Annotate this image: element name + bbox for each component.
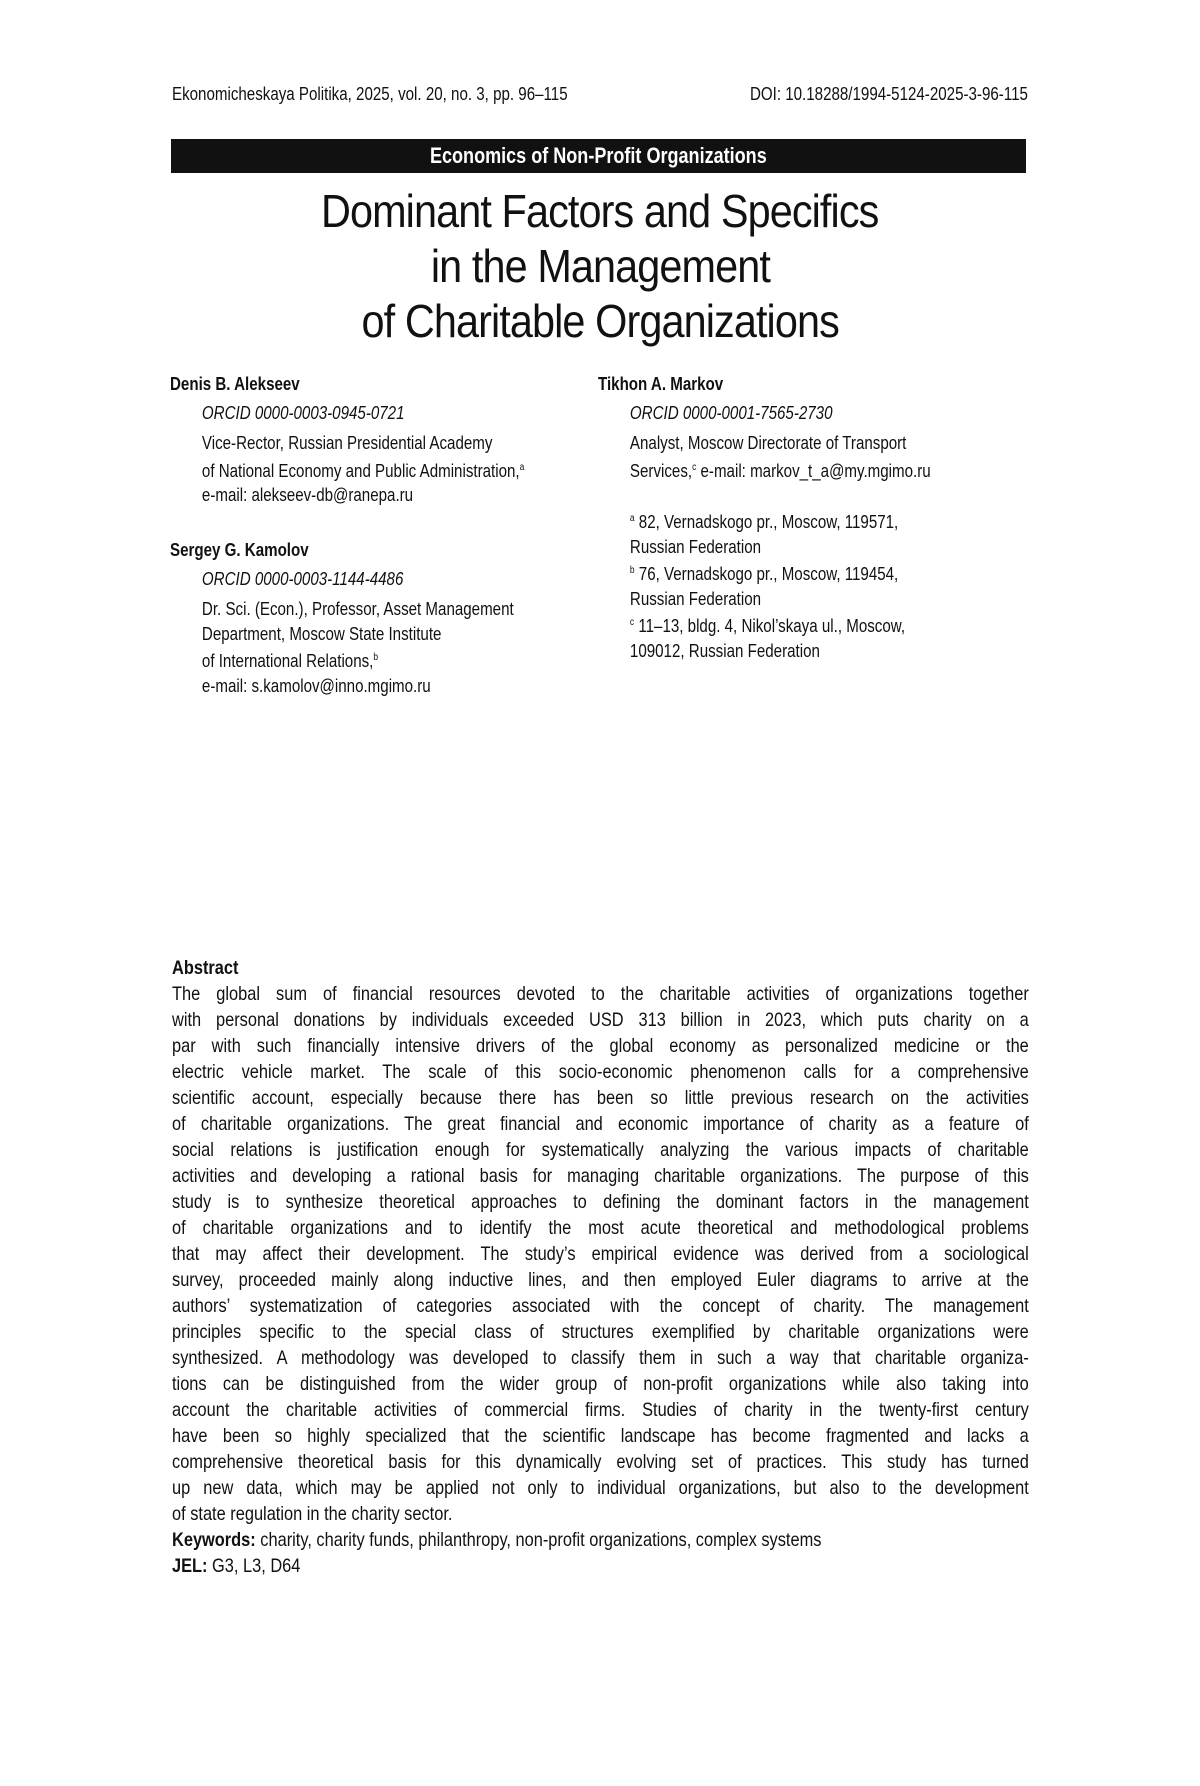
doi: DOI: 10.18288/1994-5124-2025-3-96-115 xyxy=(750,84,1028,105)
author-name: Denis B. Alekseev xyxy=(170,374,524,395)
abstract-line: principles specific to the special class of structures exemplified by charitable organizations were xyxy=(172,1319,1029,1345)
journal-citation: Ekonomicheskaya Politika, 2025, vol. 20, no. 3, pp. 96–115 xyxy=(172,84,568,105)
abstract-line: account the charitable activities of commercial firms. Studies of charity in the twenty-first century xyxy=(172,1397,1029,1423)
author-affiliation: Vice-Rector, Russian Presidential Academy of National Economy and Public Administration,a e-mail: alekseev-db@ranepa.ru xyxy=(202,431,524,508)
section-title: Economics of Non-Profit Organizations xyxy=(430,143,767,169)
abstract-line: up new data, which may be applied not only to individual organizations, but also to the development xyxy=(172,1475,1029,1501)
abstract-line: activities and developing a rational basis for managing charitable organizations. The purpose of this xyxy=(172,1163,1029,1189)
author-block xyxy=(170,540,514,698)
article-title-line: Dominant Factors and Specifics xyxy=(0,184,1200,238)
affiliation-addresses: a 82, Vernadskogo pr., Moscow, 119571, Russian Federation b 76, Vernadskogo pr., Moscow, 119454, Russian Federation c 11–13, bldg. 4, Nikol’skaya ul., Moscow, 109012, Russian Federation xyxy=(630,507,931,663)
abstract-line: The global sum of financial resources devoted to the charitable activities of organizations together xyxy=(172,981,1029,1007)
abstract-heading: Abstract xyxy=(172,955,1029,981)
abstract-line: tions can be distinguished from the wider group of non-profit organizations while also taking into xyxy=(172,1371,1029,1397)
jel-codes: JEL: G3, L3, D64 xyxy=(172,1553,1029,1579)
author-name: Sergey G. Kamolov xyxy=(170,540,514,561)
keywords: Keywords: charity, charity funds, philanthropy, non-profit organizations, complex systems xyxy=(172,1527,1029,1553)
author-orcid: ORCID 0000-0001-7565-2730 xyxy=(630,403,931,424)
abstract-line: of charitable organizations. The great financial and economic importance of charity as a feature of xyxy=(172,1111,1029,1137)
abstract-line: that may affect their development. The study’s empirical evidence was derived from a sociological xyxy=(172,1241,1029,1267)
abstract-line: study is to synthesize theoretical approaches to defining the dominant factors in the management xyxy=(172,1189,1029,1215)
abstract-body xyxy=(172,981,1029,1527)
abstract-line: par with such financially intensive drivers of the global economy as personalized medicine or the xyxy=(172,1033,1029,1059)
abstract-line: survey, proceeded mainly along inductive lines, and then employed Euler diagrams to arrive at the xyxy=(172,1267,1029,1293)
abstract-line: comprehensive theoretical basis for this dynamically evolving set of practices. This study has turned xyxy=(172,1449,1029,1475)
author-affiliation: Analyst, Moscow Directorate of Transport Services,c e-mail: markov_t_a@my.mgimo.ru xyxy=(630,431,931,483)
abstract-line: electric vehicle market. The scale of this socio-economic phenomenon calls for a comprehensive xyxy=(172,1059,1029,1085)
author-block xyxy=(598,374,931,663)
author-orcid: ORCID 0000-0003-1144-4486 xyxy=(202,569,514,590)
abstract-line: of state regulation in the charity sector. xyxy=(172,1501,1029,1527)
article-title-line: in the Management xyxy=(0,239,1200,293)
section-banner xyxy=(171,139,1026,173)
author-affiliation: Dr. Sci. (Econ.), Professor, Asset Management Department, Moscow State Institute of International Relations,b e-mail: s.kamolov@inno.mgimo.ru xyxy=(202,597,514,698)
article-title-line: of Charitable Organizations xyxy=(0,294,1200,348)
abstract-line: social relations is justification enough for systematically analyzing the various impacts of charitable xyxy=(172,1137,1029,1163)
abstract-line: with personal donations by individuals exceeded USD 313 billion in 2023, which puts charity on a xyxy=(172,1007,1029,1033)
abstract-line: of charitable organizations and to identify the most acute theoretical and methodological problems xyxy=(172,1215,1029,1241)
abstract-line: scientific account, especially because there has been so little previous research on the activities xyxy=(172,1085,1029,1111)
author-block xyxy=(170,374,524,508)
author-orcid: ORCID 0000-0003-0945-0721 xyxy=(202,403,524,424)
abstract-line: have been so highly specialized that the scientific landscape has become fragmented and lacks a xyxy=(172,1423,1029,1449)
abstract-line: authors’ systematization of categories associated with the concept of charity. The management xyxy=(172,1293,1029,1319)
abstract xyxy=(172,955,1029,1579)
abstract-line: synthesized. A methodology was developed to classify them in such a way that charitable organiza- xyxy=(172,1345,1029,1371)
author-name: Tikhon A. Markov xyxy=(598,374,931,395)
